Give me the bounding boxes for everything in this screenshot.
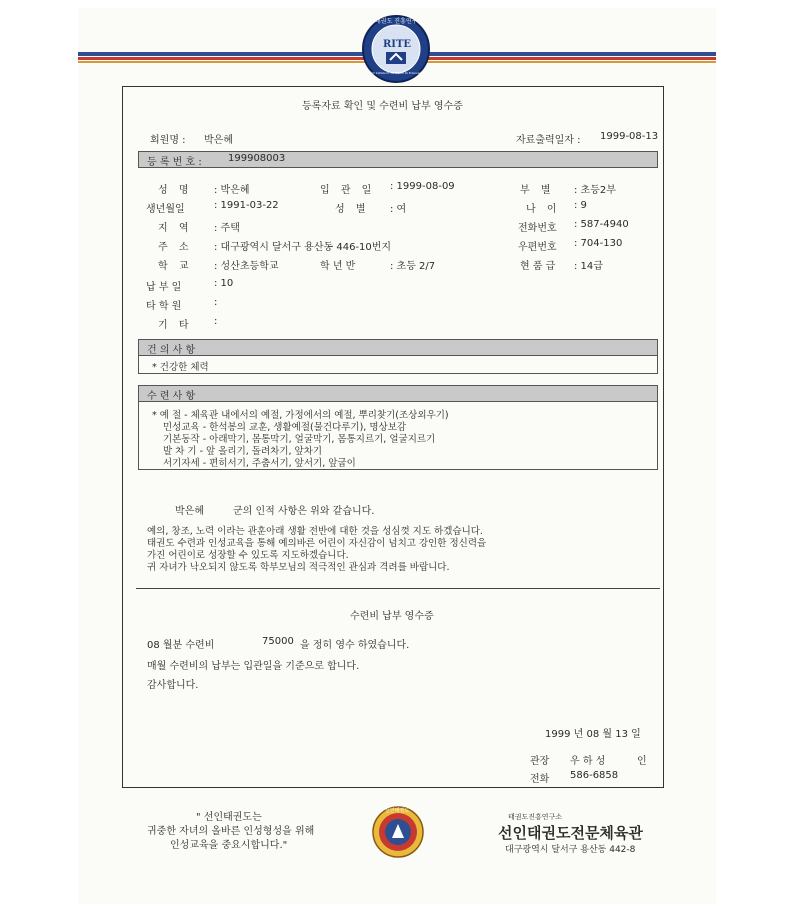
document-title: 등록자료 확인 및 수련비 납부 영수증	[302, 101, 463, 112]
message-line: 귀 자녀가 낙오되지 않도록 학부모님의 적극적인 관심과 격려를 바랍니다.	[147, 562, 450, 573]
birth-label: 생년월일	[146, 204, 185, 215]
receipt-line1-a: 08 월분 수련비	[147, 640, 215, 651]
grade-value: : 초등 2/7	[390, 261, 436, 272]
address-label: 주 소	[158, 242, 193, 253]
age-label: 나 이	[526, 204, 561, 215]
print-date-value: 1999-08-13	[600, 131, 659, 142]
slogan-line: " 선인태권도는	[196, 812, 262, 823]
name-label: 성 명	[158, 185, 193, 196]
suggestions-box	[138, 356, 658, 374]
part-label: 부 별	[520, 185, 555, 196]
receipt-line1-b: 을 정히 영수 하였습니다.	[300, 640, 410, 651]
receipt-title: 수련비 납부 영수증	[350, 611, 434, 622]
suggestions-bar	[138, 339, 658, 356]
join-label: 입 관 일	[320, 185, 376, 196]
receipt-amount: 75000	[262, 636, 294, 647]
message-lead-name: 박은혜	[175, 506, 204, 517]
region-value: : 주택	[214, 223, 240, 234]
institute-seal	[361, 14, 431, 84]
etc-value: :	[214, 316, 218, 327]
postal-label: 우편번호	[518, 242, 557, 253]
emblem-logo	[372, 806, 424, 858]
phone-label: 전화번호	[518, 223, 557, 234]
center-address: 대구광역시 달서구 용산동 442-8	[505, 845, 636, 855]
training-line: 발 차 기 - 앞 올리기, 돌려차기, 앞차기	[163, 446, 323, 457]
reg-no-value: 199908003	[228, 153, 286, 164]
message-line: 가진 어린이로 성장할 수 있도록 지도하겠습니다.	[147, 550, 349, 561]
tel-value: 586-6858	[570, 770, 619, 781]
member-value: 박은혜	[204, 135, 233, 146]
payday-value: : 10	[214, 278, 234, 289]
school-value: : 성산초등학교	[214, 261, 279, 272]
receipt-line2: 매월 수련비의 납부는 입관일을 기준으로 합니다.	[147, 661, 360, 672]
divider	[136, 588, 660, 589]
director-label: 관장	[530, 756, 550, 767]
registration-bar	[138, 151, 658, 168]
name-value: : 박은혜	[214, 185, 250, 196]
training-line: * 예 절 - 체육관 내에서의 예절, 가정에서의 예절, 뿌리찾기(조상외우기)	[152, 410, 449, 421]
seal-center-text: RITE	[383, 39, 412, 50]
sign-date: 1999 년 08 월 13 일	[545, 729, 641, 740]
postal-value: : 704-130	[574, 238, 623, 249]
print-date-label: 자료출력일자 :	[516, 135, 581, 146]
slogan-line: 인성교육을 중요시합니다."	[170, 840, 288, 851]
message-lead-text: 군의 인적 사항은 위와 같습니다.	[233, 506, 375, 517]
etc-label: 기 타	[158, 320, 193, 331]
message-line: 태권도 수련과 인성교육을 통해 예의바른 어린이 자신감이 넘치고 강인한 정신력을	[147, 538, 487, 549]
payday-label: 납 부 일	[146, 282, 182, 293]
member-label: 회원명 :	[150, 135, 186, 146]
other-dojang-label: 타 학 원	[146, 301, 182, 312]
reg-no-label: 등 록 번 호 :	[147, 157, 202, 168]
training-line: 민성교육 - 한석봉의 교훈, 생활예절(물건다루기), 명상보감	[163, 422, 407, 433]
training-bar	[138, 385, 658, 402]
tel-label: 전화	[530, 774, 550, 785]
seal-top-text: 태권도 진흥연구소	[375, 18, 424, 25]
rank-value: : 14급	[574, 261, 603, 272]
emblem-text: 선인태권도	[385, 808, 410, 814]
seal-bottom-text: Research Institute Of The Taewon Do Enhancement	[364, 72, 426, 75]
center-small: 태권도진흥연구소	[508, 813, 563, 821]
rank-label: 현 품 급	[520, 261, 556, 272]
receipt-line3: 감사합니다.	[147, 680, 199, 691]
training-header: 수 련 사 항	[147, 391, 196, 402]
age-value: : 9	[574, 200, 587, 211]
center-name: 선인태권도전문체육관	[498, 824, 643, 842]
birth-value: : 1991-03-22	[214, 200, 279, 211]
phone-value: : 587-4940	[574, 219, 629, 230]
message-line: 예의, 창조, 노력 이라는 관훈아래 생활 전반에 대한 것을 성심껏 지도 하겠습니다.	[147, 526, 483, 537]
training-line: 기본동작 - 아래막기, 몸통막기, 얼굴막기, 몸통지르기, 얼굴지르기	[163, 434, 436, 445]
part-value: : 초등2부	[574, 185, 616, 196]
suggestion-item: * 건강한 체력	[152, 362, 209, 373]
training-line: 서기자세 - 편히서기, 주춤서기, 앞서기, 앞굽이	[163, 458, 356, 469]
sex-label: 성 별	[335, 204, 370, 215]
address-value: : 대구광역시 달서구 용산동 446-10번지	[214, 242, 392, 253]
sex-value: : 여	[390, 204, 407, 215]
join-value: : 1999-08-09	[390, 181, 455, 192]
director-name: 우 하 성	[570, 756, 606, 767]
suggestions-header: 건 의 사 항	[147, 345, 196, 356]
grade-label: 학 년 반	[320, 261, 356, 272]
slogan-line: 귀중한 자녀의 올바른 인성형성을 위해	[147, 826, 315, 837]
school-label: 학 교	[158, 261, 193, 272]
region-label: 지 역	[158, 223, 193, 234]
other-dojang-value: :	[214, 297, 218, 308]
director-seal: 인	[637, 756, 647, 767]
